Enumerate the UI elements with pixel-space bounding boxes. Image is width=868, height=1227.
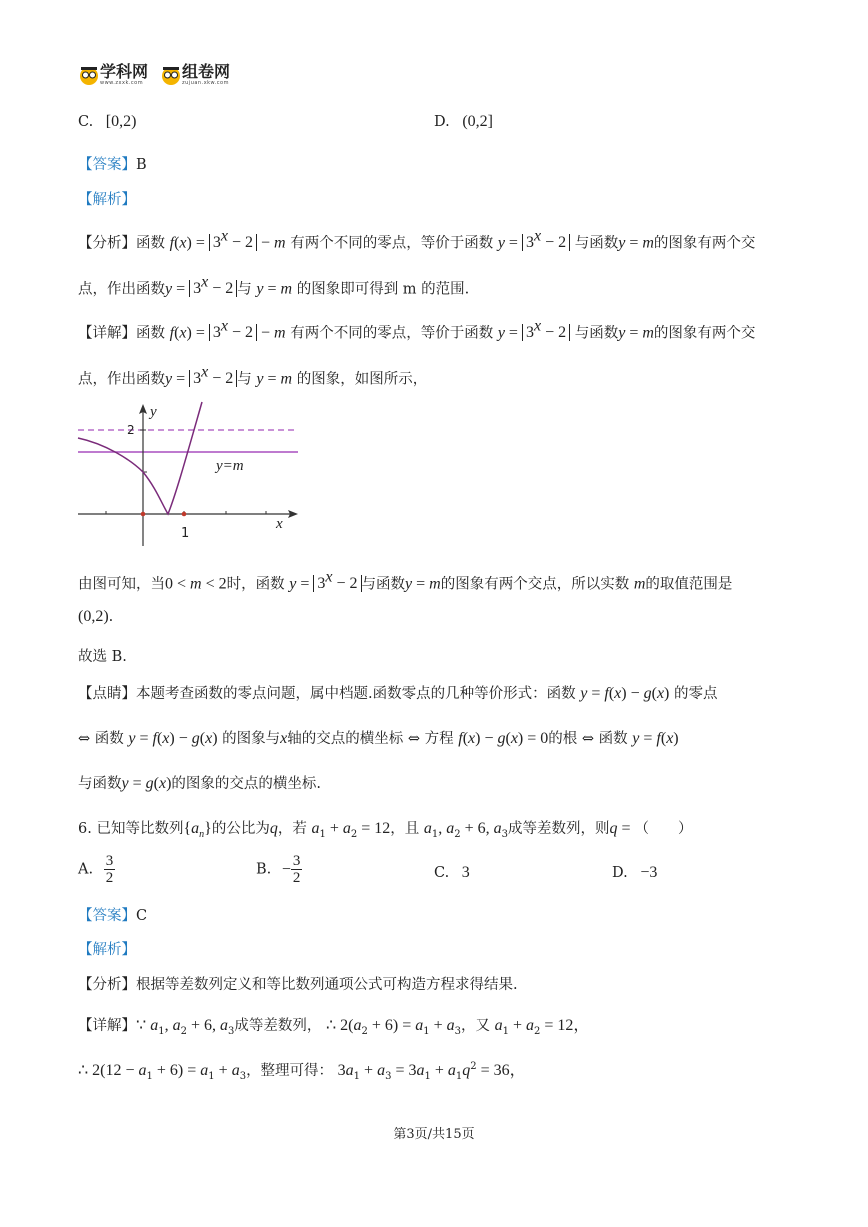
curve-abs-3x-minus-2 [78, 402, 202, 514]
text: 与 [237, 281, 252, 298]
text: . [108, 609, 114, 625]
option-b-label: B. [256, 861, 272, 878]
option-d-value: −3 [640, 864, 658, 881]
option-c-value: 3 [461, 864, 470, 881]
text: 的图象，如图所示， [296, 371, 428, 388]
q5-choose: 故选 B. [78, 649, 127, 665]
origin-point [141, 512, 146, 517]
q6-option-c [434, 864, 470, 882]
text: （ ） [634, 821, 693, 837]
point-x1 [182, 512, 187, 517]
text: 的图象有两个交点，所以实数 [440, 576, 630, 593]
text: 函数 [136, 325, 165, 342]
text: ⇔ 函数 [78, 731, 124, 747]
tick-label-1: 1 [181, 526, 190, 541]
text: 的取值范围是 [645, 576, 733, 593]
answer-tag: 【答案】 [78, 157, 136, 173]
text: ，若 [277, 821, 307, 837]
option-d-value: (0,2] [462, 113, 493, 130]
text: 根据等差数列定义和等比数列通项公式可构造方程求得结果. [136, 977, 518, 993]
q5-dianjing-line1: 【点睛】本题考查函数的零点问题，属中档题.函数零点的几种等价形式：函数 y = f(x) − g(x) 的零点 [78, 685, 718, 702]
q5-fenxi-line1: 【分析】函数 $f(x) = 3^x - 2 - m$ 有两个不同的零点，等价于函数 $y = 3^x - 2$ 与函数y = m的图象有两个交 [78, 228, 756, 252]
q6-analysis-tag: 【解析】 [78, 942, 136, 958]
option-c-value: [0,2) [105, 113, 137, 130]
q6-fenxi [78, 973, 518, 994]
range-value: (0,2) [78, 608, 109, 625]
q5-answer [78, 153, 147, 174]
option-a-label: A. [78, 861, 94, 878]
text: ，又 [461, 1018, 490, 1034]
option-d [434, 113, 493, 131]
frac-num: 3 [105, 853, 114, 869]
q6-option-d [612, 864, 657, 882]
text: 6. 已知等比数列 [78, 821, 184, 837]
q5-analysis-tag: 【解析】 [78, 192, 136, 208]
frac-den: 2 [105, 870, 114, 886]
q6-answer [78, 904, 147, 925]
option-d-label: D. [434, 114, 450, 130]
logo-sub-1: www.zxxk.com [100, 80, 144, 86]
text: 成等差数列，则 [508, 821, 610, 837]
text: 的图象的交点的横坐标. [171, 776, 322, 792]
logo-sub-2: zujuan.xkw.com [182, 80, 229, 86]
xiangjie-tag: 【详解】 [78, 1018, 136, 1034]
q6-stem: 6. 已知等比数列$\{a_n\}$的公比为q，若 $a_1 + a_2 = 12$，且 $a_1$, $a_2 + 6$, $a_3$成等差数列，则q = （ ） [78, 820, 693, 841]
text: 本题考查函数的零点问题，属中档题.函数零点的几种等价形式：函数 [136, 686, 576, 702]
minus-sign: − [281, 860, 291, 878]
frac-num: 3 [292, 853, 301, 869]
q6-option-a [78, 853, 115, 886]
text: 有两个不同的零点，等价于函数 [290, 235, 494, 252]
q5-xiangjie-line2: 点，作出函数$y = 3^x - 2$ 与 y = m 的图象，如图所示， [78, 364, 428, 388]
logo-xuekewang [78, 64, 148, 86]
logo-name-1: 学科网 [100, 62, 149, 81]
text: 的图象有两个交 [653, 325, 756, 342]
text: 与 [237, 371, 252, 388]
text: 有两个不同的零点，等价于函数 [290, 325, 494, 342]
q6-option-b [256, 853, 302, 886]
option-c-label: C. [434, 865, 450, 881]
text: 成等差数列， [234, 1018, 322, 1034]
text: 时，函数 [226, 576, 285, 593]
q6-xiangjie-line1: 【详解】∵ $a_1$, $a_2 + 6$, $a_3$成等差数列， ∴ $2(a_2 + 6) = a_1 + a_3$，又 $a_1 + a_2 = 12$， [78, 1017, 590, 1037]
tick-label-2: 2 [127, 423, 135, 437]
text: 的图象即可得到 m 的范围. [296, 281, 470, 298]
logo-zujuanwang [160, 64, 230, 86]
text: 与函数 [361, 576, 406, 593]
text: 的图象有两个交 [653, 235, 756, 252]
text: 点，作出函数 [78, 371, 165, 388]
text: 的根 ⇔ 函数 [548, 731, 628, 747]
xiangjie-tag: 【详解】 [78, 325, 136, 342]
answer-tag: 【答案】 [78, 908, 136, 924]
text: 函数 [136, 235, 165, 252]
q5-conclusion-line2 [78, 608, 113, 626]
page-footer: 第3页/共15页 [393, 1127, 475, 1142]
dianjing-tag: 【点睛】 [78, 686, 136, 702]
option-c [78, 113, 136, 131]
text: 轴的交点的横坐标 ⇔ 方程 [287, 731, 454, 747]
q5-xiangjie-line1: 【详解】函数 $f(x) = 3^x - 2 - m$ 有两个不同的零点，等价于函数 $y = 3^x - 2$ 与函数y = m的图象有两个交 [78, 318, 756, 342]
q5-conclusion-line1: 由图可知，当0 < m < 2时，函数 $y = 3^x - 2$ 与函数y = m的图象有两个交点，所以实数 m的取值范围是 [78, 569, 733, 593]
answer-value: B [136, 157, 147, 173]
y-axis-label: y [150, 404, 157, 420]
text: 与函数 [574, 235, 619, 252]
q5-dianjing-line2: ⇔ 函数 y = f(x) − g(x) 的图象与x轴的交点的横坐标 ⇔ 方程 f(x) − g(x) = 0的根 ⇔ 函数 y = f(x) [78, 730, 679, 747]
function-graph [76, 400, 302, 548]
answer-value: C [136, 908, 148, 924]
text: 的零点 [673, 686, 718, 702]
text: ，整理可得： [246, 1063, 334, 1079]
frac-den: 2 [292, 870, 301, 886]
q6-xiangjie-line2: ∴ $2(12 - a_1 + 6) = a_1 + a_3$，整理可得： $3a_1 + a_3 = 3a_1 + a_1q^2 = 36$， [78, 1061, 526, 1082]
text: 由图可知，当 [78, 576, 165, 593]
fenxi-tag: 【分析】 [78, 235, 136, 252]
text: 的公比为 [211, 821, 270, 837]
owl-icon [78, 65, 100, 85]
fenxi-tag: 【分析】 [78, 977, 136, 993]
text: ，且 [390, 821, 420, 837]
text: 与函数 [574, 325, 619, 342]
text: 点，作出函数 [78, 281, 165, 298]
text: 的图象与 [222, 731, 281, 747]
option-c-label: C. [78, 114, 94, 130]
option-d-label: D. [612, 865, 628, 881]
header-logo [78, 64, 242, 86]
x-axis-label: x [276, 516, 283, 532]
logo-name-2: 组卷网 [182, 62, 231, 81]
q5-dianjing-line3: 与函数y = g(x)的图象的交点的横坐标. [78, 775, 322, 792]
text: 与函数 [78, 776, 122, 792]
q5-fenxi-line2: 点，作出函数$y = 3^x - 2$ 与 y = m 的图象即可得到 m 的范围. [78, 274, 470, 298]
owl-icon [160, 65, 182, 85]
line-label: y=m [216, 458, 244, 474]
